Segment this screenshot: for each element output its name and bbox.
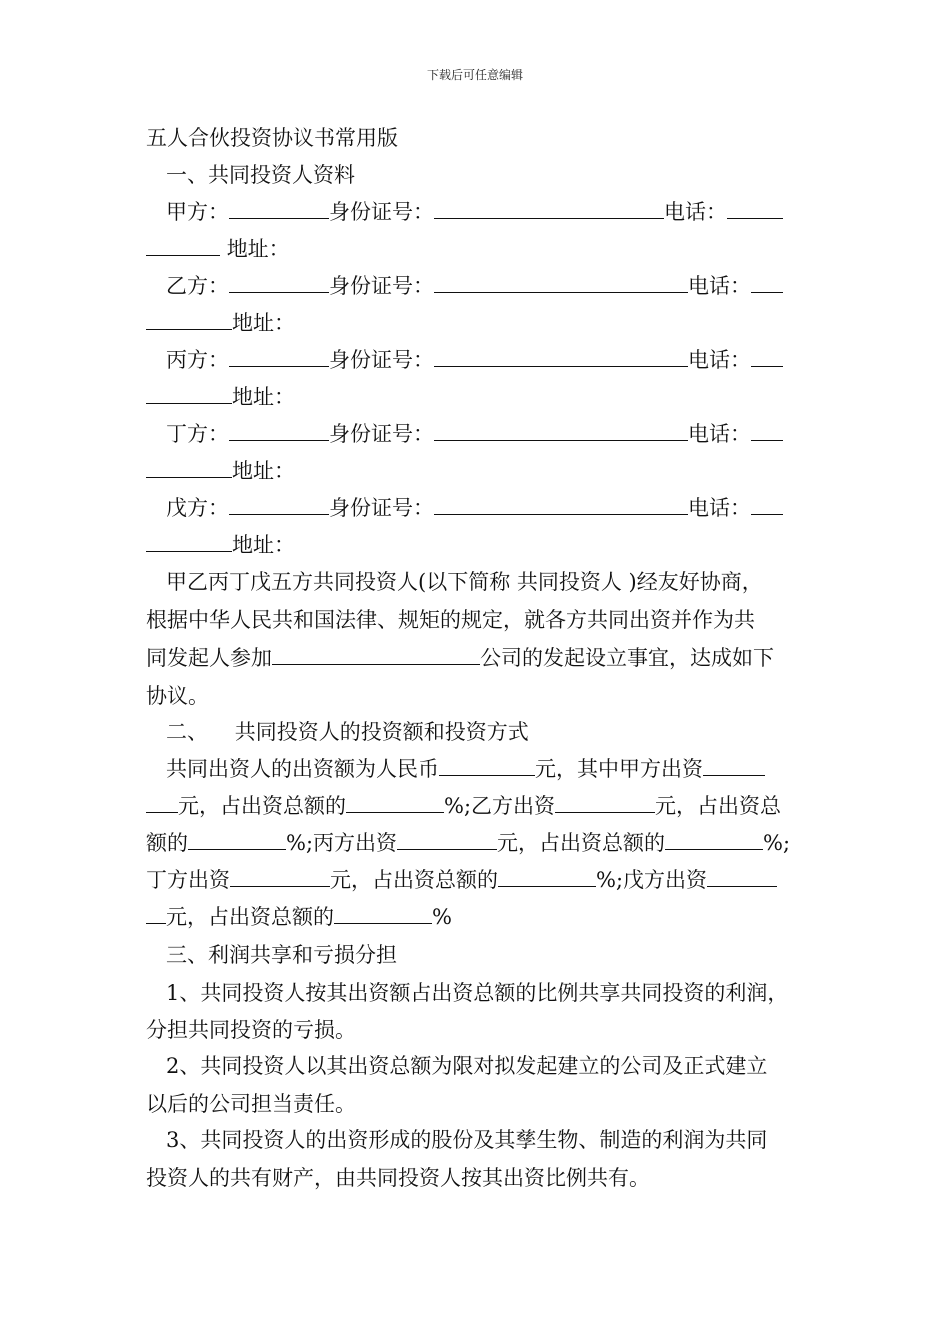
invest-text: 元，其中甲方出资 [535,757,703,781]
party-label: 乙方： [166,274,229,298]
invest-text: %;丙方出资 [286,831,398,855]
amount-blank [146,903,166,924]
phone-label: 电话： [688,348,751,372]
company-name-blank [272,644,480,665]
party-ding-address-row [146,457,295,485]
section-heading-2: 二、 共同投资人的投资额和投资方式 [166,720,529,744]
clause-1-line-1: 1、共同投资人按其出资额占出资总额的比例共享共同投资的利润， [166,981,789,1005]
phone-blank [751,346,783,367]
intro-line-3 [146,644,774,672]
party-yi-address-row [146,309,295,337]
amount-blank [439,755,535,776]
invest-text: 共同出资人的出资额为人民币 [166,757,439,781]
intro-text: 同发起人参加 [146,646,272,670]
invest-text: %; [763,831,791,855]
id-label: 身份证号： [329,496,434,520]
phone-blank-cont [146,531,232,552]
invest-line-4 [146,866,777,894]
invest-text: %;乙方出资 [444,794,556,818]
address-label: 地址： [232,459,295,483]
id-blank [434,198,664,219]
name-blank [229,272,329,293]
invest-text: 丁方出资 [146,868,230,892]
section-heading-3: 三、利润共享和亏损分担 [166,943,397,967]
invest-line-3 [146,829,790,857]
invest-text: % [432,905,452,929]
name-blank [229,494,329,515]
address-label: 地址： [226,237,290,261]
invest-text: 元，占出资总额的 [166,905,334,929]
percent-blank [498,866,596,887]
id-label: 身份证号： [329,348,434,372]
phone-blank-cont [146,309,232,330]
intro-line-4: 协议。 [146,684,209,708]
clause-3-line-1: 3、共同投资人的出资形成的股份及其孳生物、制造的利润为共同 [166,1128,768,1152]
id-blank [434,272,688,293]
phone-label: 电话： [688,422,751,446]
name-blank [229,198,329,219]
intro-text: 公司的发起设立事宜，达成如下 [480,646,774,670]
percent-blank [188,829,286,850]
address-label: 地址： [232,533,295,557]
intro-line-1: 甲乙丙丁戊五方共同投资人(以下简称 共同投资人 )经友好协商， [166,570,763,594]
phone-blank [751,494,783,515]
address-label: 地址： [232,311,295,335]
clause-2-line-1: 2、共同投资人以其出资总额为限对拟发起建立的公司及正式建立 [166,1054,768,1078]
invest-text: 元，占出资总 [655,794,782,818]
phone-blank-cont [146,457,232,478]
party-yi-row [166,272,783,300]
phone-blank [727,198,783,219]
party-wu-row [166,494,783,522]
amount-blank [397,829,497,850]
document-title: 五人合伙投资协议书常用版 [146,126,398,150]
address-label: 地址： [232,385,295,409]
id-label: 身份证号： [329,200,434,224]
amount-blank [230,866,330,887]
party-bing-address-row [146,383,295,411]
party-label: 戊方： [166,496,229,520]
invest-line-1 [166,755,765,783]
party-ding-row [166,420,783,448]
amount-blank [707,866,777,887]
id-blank [434,494,688,515]
name-blank [229,420,329,441]
phone-blank-cont [146,235,220,256]
phone-label: 电话： [664,200,727,224]
percent-blank [346,792,444,813]
party-label: 丁方： [166,422,229,446]
party-jia-row [166,198,783,226]
invest-text: 额的 [146,831,188,855]
id-label: 身份证号： [329,274,434,298]
invest-text: 元，占出资总额的 [178,794,346,818]
clause-3-line-2: 投资人的共有财产，由共同投资人按其出资比例共有。 [146,1166,650,1190]
phone-blank [751,420,783,441]
invest-line-5 [146,903,452,931]
id-blank [434,346,688,367]
phone-label: 电话： [688,274,751,298]
amount-blank [555,792,655,813]
clause-1-line-2: 分担共同投资的亏损。 [146,1018,356,1042]
amount-blank [703,755,765,776]
id-label: 身份证号： [329,422,434,446]
clause-2-line-2: 以后的公司担当责任。 [146,1092,356,1116]
phone-blank [751,272,783,293]
phone-blank-cont [146,383,232,404]
party-jia-address-row [146,235,290,263]
section-heading-1: 一、共同投资人资料 [166,163,355,187]
intro-line-2: 根据中华人民共和国法律、规矩的规定，就各方共同出资并作为共 [146,608,755,632]
percent-blank [334,903,432,924]
party-bing-row [166,346,783,374]
id-blank [434,420,688,441]
party-label: 甲方： [166,200,229,224]
invest-text: 元，占出资总额的 [497,831,666,855]
invest-text: 元，占出资总额的 [330,868,498,892]
name-blank [229,346,329,367]
download-note: 下载后可任意编辑 [426,68,523,82]
party-wu-address-row [146,531,295,559]
percent-blank [665,829,763,850]
invest-text: %;戊方出资 [596,868,708,892]
phone-label: 电话： [688,496,751,520]
party-label: 丙方： [166,348,229,372]
amount-blank [146,792,178,813]
invest-line-2 [146,792,781,820]
